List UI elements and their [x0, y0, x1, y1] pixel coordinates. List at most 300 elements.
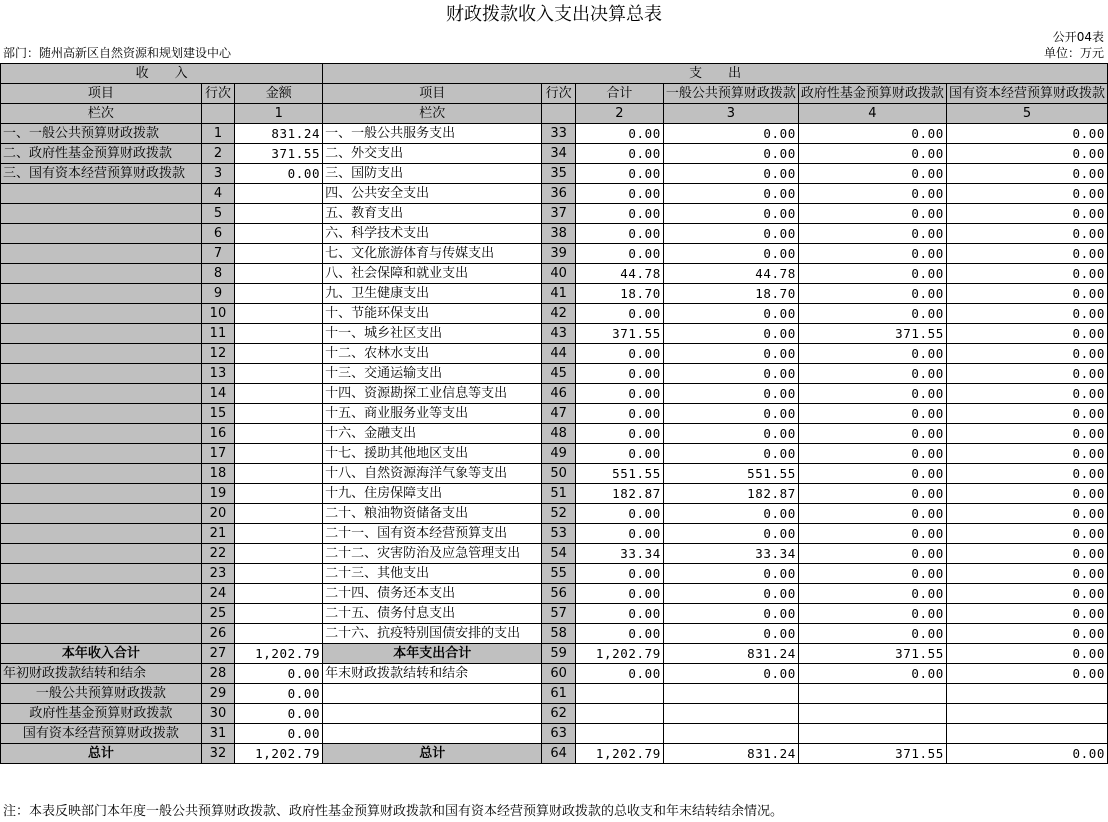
- expense-total-g[interactable]: 831.24: [663, 644, 798, 664]
- income-row-no-cell[interactable]: 22: [201, 544, 235, 564]
- income-row-no-cell[interactable]: 17: [201, 444, 235, 464]
- carry-income-amount[interactable]: 0.00: [235, 664, 323, 684]
- expense-item-cell[interactable]: 二十四、债务还本支出: [323, 584, 542, 604]
- income-amount-cell[interactable]: [235, 264, 323, 284]
- income-item-cell[interactable]: [1, 264, 202, 284]
- expense-item-cell[interactable]: 十三、交通运输支出: [323, 364, 542, 384]
- expense-gov-fund-cell[interactable]: 0.00: [798, 344, 946, 364]
- expense-row-no-cell[interactable]: 36: [542, 184, 576, 204]
- expense-row-no-cell[interactable]: 38: [542, 224, 576, 244]
- expense-total-cell[interactable]: 0.00: [575, 604, 663, 624]
- carry-income-amount[interactable]: 0.00: [235, 724, 323, 744]
- income-item-cell[interactable]: [1, 184, 202, 204]
- income-row-no-cell[interactable]: 11: [201, 324, 235, 344]
- income-amount-cell[interactable]: [235, 244, 323, 264]
- table-row: [1, 344, 1108, 364]
- expense-gov-fund-cell[interactable]: 0.00: [798, 604, 946, 624]
- income-row-no-cell[interactable]: 16: [201, 424, 235, 444]
- expense-total-cell[interactable]: 0.00: [575, 184, 663, 204]
- expense-state-capital-cell[interactable]: 0.00: [946, 224, 1107, 244]
- income-row-no-cell[interactable]: 13: [201, 364, 235, 384]
- expense-general-cell[interactable]: 0.00: [663, 184, 798, 204]
- expense-general-cell[interactable]: 0.00: [663, 204, 798, 224]
- expense-total-cell[interactable]: 18.70: [575, 284, 663, 304]
- expense-state-capital-cell[interactable]: 0.00: [946, 564, 1107, 584]
- expense-total-cell[interactable]: 371.55: [575, 324, 663, 344]
- income-amount-cell[interactable]: [235, 344, 323, 364]
- expense-gov-fund-cell[interactable]: 0.00: [798, 184, 946, 204]
- carry-expense-row-no[interactable]: 63: [542, 724, 576, 744]
- grand-total-income-row-no[interactable]: 32: [201, 744, 235, 764]
- carry-row: [1, 724, 1108, 744]
- grand-total-income-amount[interactable]: 1,202.79: [235, 744, 323, 764]
- expense-total-cell[interactable]: 0.00: [575, 384, 663, 404]
- expense-item-cell[interactable]: 十八、自然资源海洋气象等支出: [323, 464, 542, 484]
- carry-expense-row-no[interactable]: 61: [542, 684, 576, 704]
- income-amount-cell[interactable]: [235, 484, 323, 504]
- expense-row-no-cell[interactable]: 54: [542, 544, 576, 564]
- expense-general-cell[interactable]: 0.00: [663, 404, 798, 424]
- expense-state-capital-cell[interactable]: 0.00: [946, 384, 1107, 404]
- expense-item-cell[interactable]: 十六、金融支出: [323, 424, 542, 444]
- expense-general-cell[interactable]: 44.78: [663, 264, 798, 284]
- income-item-cell[interactable]: [1, 544, 202, 564]
- expense-general-cell[interactable]: 0.00: [663, 424, 798, 444]
- income-item-cell[interactable]: [1, 464, 202, 484]
- expense-gov-fund-cell[interactable]: 371.55: [798, 324, 946, 344]
- expense-state-capital-cell[interactable]: 0.00: [946, 304, 1107, 324]
- carry-expense-row-no[interactable]: 60: [542, 664, 576, 684]
- expense-gov-fund-cell[interactable]: 0.00: [798, 584, 946, 604]
- income-total-label[interactable]: 本年收入合计: [1, 644, 202, 664]
- income-item-cell[interactable]: 三、国有资本经营预算财政拨款: [1, 164, 202, 184]
- col-index-4: 4: [798, 104, 946, 124]
- expense-total-cell[interactable]: 0.00: [575, 244, 663, 264]
- expense-total-cell[interactable]: 0.00: [575, 344, 663, 364]
- income-item-cell[interactable]: [1, 224, 202, 244]
- income-amount-cell[interactable]: [235, 304, 323, 324]
- expense-gov-fund-cell[interactable]: 0.00: [798, 284, 946, 304]
- expense-gov-fund-cell[interactable]: 0.00: [798, 244, 946, 264]
- expense-total-cell[interactable]: 44.78: [575, 264, 663, 284]
- expense-general-cell[interactable]: 0.00: [663, 444, 798, 464]
- expense-gov-fund-cell[interactable]: 0.00: [798, 524, 946, 544]
- expense-general-cell[interactable]: 0.00: [663, 324, 798, 344]
- expense-item-cell[interactable]: 九、卫生健康支出: [323, 284, 542, 304]
- carry-expense-g[interactable]: 0.00: [663, 664, 798, 684]
- income-row-no-cell[interactable]: 24: [201, 584, 235, 604]
- expense-item-cell[interactable]: 三、国防支出: [323, 164, 542, 184]
- table-row: [1, 604, 1108, 624]
- expense-state-capital-cell[interactable]: 0.00: [946, 604, 1107, 624]
- grand-total-t[interactable]: 1,202.79: [575, 744, 663, 764]
- income-item-cell[interactable]: [1, 204, 202, 224]
- expense-general-cell[interactable]: 0.00: [663, 364, 798, 384]
- expense-row-no-cell[interactable]: 56: [542, 584, 576, 604]
- expense-general-cell[interactable]: 0.00: [663, 304, 798, 324]
- expense-item-cell[interactable]: 十二、农林水支出: [323, 344, 542, 364]
- carry-expense-s[interactable]: [946, 684, 1107, 704]
- expense-row-no-cell[interactable]: 41: [542, 284, 576, 304]
- carry-row: [1, 684, 1108, 704]
- expense-state-capital-cell[interactable]: 0.00: [946, 524, 1107, 544]
- income-row-no-cell[interactable]: 20: [201, 504, 235, 524]
- income-amount-cell[interactable]: [235, 424, 323, 444]
- expense-state-capital-cell[interactable]: 0.00: [946, 264, 1107, 284]
- income-amount-cell[interactable]: [235, 624, 323, 644]
- income-amount-cell[interactable]: [235, 564, 323, 584]
- expense-row-no-cell[interactable]: 57: [542, 604, 576, 624]
- expense-state-capital-cell[interactable]: 0.00: [946, 584, 1107, 604]
- expense-total-cell[interactable]: 0.00: [575, 124, 663, 144]
- expense-gov-fund-cell[interactable]: 0.00: [798, 444, 946, 464]
- income-amount-cell[interactable]: [235, 544, 323, 564]
- expense-total-cell[interactable]: 0.00: [575, 564, 663, 584]
- expense-item-cell[interactable]: 十一、城乡社区支出: [323, 324, 542, 344]
- carry-expense-g[interactable]: [663, 684, 798, 704]
- expense-item-cell[interactable]: 十九、住房保障支出: [323, 484, 542, 504]
- income-item-cell[interactable]: [1, 424, 202, 444]
- expense-row-no-cell[interactable]: 43: [542, 324, 576, 344]
- table-row: [1, 204, 1108, 224]
- income-amount-cell[interactable]: [235, 324, 323, 344]
- income-row-no-cell[interactable]: 8: [201, 264, 235, 284]
- income-row-no-cell[interactable]: 23: [201, 564, 235, 584]
- col-index-2: 2: [575, 104, 663, 124]
- income-amount-cell[interactable]: [235, 204, 323, 224]
- expense-general-cell[interactable]: 0.00: [663, 524, 798, 544]
- grand-total-s[interactable]: 0.00: [946, 744, 1107, 764]
- income-item-cell[interactable]: [1, 324, 202, 344]
- expense-general-cell[interactable]: 0.00: [663, 604, 798, 624]
- expense-gov-fund-cell[interactable]: 0.00: [798, 624, 946, 644]
- grand-total-expense-label[interactable]: 总计: [323, 744, 542, 764]
- expense-row-no-cell[interactable]: 51: [542, 484, 576, 504]
- expense-row-no-cell[interactable]: 42: [542, 304, 576, 324]
- income-row-no-cell[interactable]: 5: [201, 204, 235, 224]
- expense-total-cell[interactable]: 0.00: [575, 524, 663, 544]
- income-amount-cell[interactable]: [235, 364, 323, 384]
- expense-gov-fund-cell[interactable]: 0.00: [798, 304, 946, 324]
- carry-expense-t[interactable]: [575, 684, 663, 704]
- expense-row-no-cell[interactable]: 37: [542, 204, 576, 224]
- expense-row-no-cell[interactable]: 52: [542, 504, 576, 524]
- income-row-no-cell[interactable]: 19: [201, 484, 235, 504]
- income-item-cell[interactable]: [1, 304, 202, 324]
- income-total-row-no[interactable]: 27: [201, 644, 235, 664]
- expense-item-cell[interactable]: 七、文化旅游体育与传媒支出: [323, 244, 542, 264]
- expense-item-cell[interactable]: 四、公共安全支出: [323, 184, 542, 204]
- expense-state-capital-cell[interactable]: 0.00: [946, 624, 1107, 644]
- income-item-cell[interactable]: [1, 564, 202, 584]
- expense-row-no-cell[interactable]: 39: [542, 244, 576, 264]
- expense-row-no-cell[interactable]: 35: [542, 164, 576, 184]
- expense-general-cell[interactable]: 0.00: [663, 504, 798, 524]
- expense-item-cell[interactable]: 二十一、国有资本经营预算支出: [323, 524, 542, 544]
- expense-row-no-cell[interactable]: 49: [542, 444, 576, 464]
- income-row-no-cell[interactable]: 14: [201, 384, 235, 404]
- expense-general-cell[interactable]: 182.87: [663, 484, 798, 504]
- expense-total-cell[interactable]: 0.00: [575, 364, 663, 384]
- expense-total-cell[interactable]: 0.00: [575, 424, 663, 444]
- income-item-cell[interactable]: [1, 284, 202, 304]
- expense-state-capital-cell[interactable]: 0.00: [946, 424, 1107, 444]
- expense-state-capital-cell[interactable]: 0.00: [946, 164, 1107, 184]
- income-item-cell[interactable]: [1, 524, 202, 544]
- expense-state-capital-cell[interactable]: 0.00: [946, 404, 1107, 424]
- expense-row-no-cell[interactable]: 53: [542, 524, 576, 544]
- expense-general-cell[interactable]: 0.00: [663, 224, 798, 244]
- carry-expense-s[interactable]: [946, 704, 1107, 724]
- income-item-cell[interactable]: [1, 504, 202, 524]
- carry-expense-s[interactable]: [946, 724, 1107, 744]
- expense-state-capital-cell[interactable]: 0.00: [946, 184, 1107, 204]
- income-amount-cell[interactable]: [235, 584, 323, 604]
- income-amount-cell[interactable]: [235, 604, 323, 624]
- carry-income-item[interactable]: 政府性基金预算财政拨款: [1, 704, 202, 724]
- expense-gov-fund-cell[interactable]: 0.00: [798, 364, 946, 384]
- income-amount-cell[interactable]: [235, 404, 323, 424]
- income-row-no-cell[interactable]: 6: [201, 224, 235, 244]
- income-item-cell[interactable]: [1, 444, 202, 464]
- income-total-amount[interactable]: 1,202.79: [235, 644, 323, 664]
- expense-row-no-cell[interactable]: 45: [542, 364, 576, 384]
- expense-gov-fund-cell[interactable]: 0.00: [798, 564, 946, 584]
- expense-item-cell[interactable]: 十、节能环保支出: [323, 304, 542, 324]
- carry-expense-f[interactable]: 0.00: [798, 664, 946, 684]
- expense-total-cell[interactable]: 0.00: [575, 304, 663, 324]
- carry-expense-s[interactable]: 0.00: [946, 664, 1107, 684]
- expense-general-cell[interactable]: 0.00: [663, 344, 798, 364]
- carry-expense-item[interactable]: [323, 704, 542, 724]
- expense-gov-fund-cell[interactable]: 0.00: [798, 164, 946, 184]
- expense-item-cell[interactable]: 六、科学技术支出: [323, 224, 542, 244]
- expense-item-cell[interactable]: 二、外交支出: [323, 144, 542, 164]
- income-amount-cell[interactable]: 371.55: [235, 144, 323, 164]
- expense-gov-fund-cell[interactable]: 0.00: [798, 484, 946, 504]
- carry-income-row-no[interactable]: 29: [201, 684, 235, 704]
- income-amount-cell[interactable]: [235, 504, 323, 524]
- carry-expense-f[interactable]: [798, 684, 946, 704]
- expense-gov-fund-cell[interactable]: 0.00: [798, 204, 946, 224]
- expense-item-cell[interactable]: 二十六、抗疫特别国债安排的支出: [323, 624, 542, 644]
- carry-expense-item[interactable]: [323, 724, 542, 744]
- header-state-capital: 国有资本经营预算财政拨款: [946, 84, 1107, 104]
- expense-row-no-cell[interactable]: 34: [542, 144, 576, 164]
- grand-total-f[interactable]: 371.55: [798, 744, 946, 764]
- grand-total-expense-row-no[interactable]: 64: [542, 744, 576, 764]
- expense-total-s[interactable]: 0.00: [946, 644, 1107, 664]
- income-item-cell[interactable]: 一、一般公共预算财政拨款: [1, 124, 202, 144]
- expense-total-cell[interactable]: 551.55: [575, 464, 663, 484]
- income-item-cell[interactable]: [1, 624, 202, 644]
- expense-total-f[interactable]: 371.55: [798, 644, 946, 664]
- expense-gov-fund-cell[interactable]: 0.00: [798, 464, 946, 484]
- carry-income-item[interactable]: 国有资本经营预算财政拨款: [1, 724, 202, 744]
- expense-gov-fund-cell[interactable]: 0.00: [798, 544, 946, 564]
- expense-row-no-cell[interactable]: 40: [542, 264, 576, 284]
- expense-row-no-cell[interactable]: 47: [542, 404, 576, 424]
- income-row-no-cell[interactable]: 10: [201, 304, 235, 324]
- carry-income-row-no[interactable]: 31: [201, 724, 235, 744]
- income-row-no-cell[interactable]: 26: [201, 624, 235, 644]
- carry-expense-t[interactable]: [575, 704, 663, 724]
- income-item-cell[interactable]: [1, 404, 202, 424]
- carry-expense-f[interactable]: [798, 704, 946, 724]
- income-amount-cell[interactable]: [235, 444, 323, 464]
- expense-total-cell[interactable]: 0.00: [575, 624, 663, 644]
- income-amount-cell[interactable]: 831.24: [235, 124, 323, 144]
- expense-item-cell[interactable]: 十五、商业服务业等支出: [323, 404, 542, 424]
- income-row-no-cell[interactable]: 7: [201, 244, 235, 264]
- income-amount-cell[interactable]: 0.00: [235, 164, 323, 184]
- expense-general-cell[interactable]: 0.00: [663, 384, 798, 404]
- expense-general-cell[interactable]: 0.00: [663, 244, 798, 264]
- income-row-no-cell[interactable]: 15: [201, 404, 235, 424]
- expense-state-capital-cell[interactable]: 0.00: [946, 124, 1107, 144]
- expense-item-cell[interactable]: 二十、粮油物资储备支出: [323, 504, 542, 524]
- income-amount-cell[interactable]: [235, 464, 323, 484]
- income-item-cell[interactable]: [1, 484, 202, 504]
- expense-total-cell[interactable]: 0.00: [575, 584, 663, 604]
- carry-expense-item[interactable]: [323, 684, 542, 704]
- expense-row-no-cell[interactable]: 55: [542, 564, 576, 584]
- income-row-no-cell[interactable]: 3: [201, 164, 235, 184]
- income-row-no-cell[interactable]: 21: [201, 524, 235, 544]
- expense-item-cell[interactable]: 二十五、债务付息支出: [323, 604, 542, 624]
- expense-state-capital-cell[interactable]: 0.00: [946, 324, 1107, 344]
- expense-state-capital-cell[interactable]: 0.00: [946, 284, 1107, 304]
- carry-income-amount[interactable]: 0.00: [235, 704, 323, 724]
- expense-item-cell[interactable]: 八、社会保障和就业支出: [323, 264, 542, 284]
- expense-gov-fund-cell[interactable]: 0.00: [798, 144, 946, 164]
- expense-gov-fund-cell[interactable]: 0.00: [798, 404, 946, 424]
- expense-general-cell[interactable]: 0.00: [663, 124, 798, 144]
- income-row-no-cell[interactable]: 18: [201, 464, 235, 484]
- expense-gov-fund-cell[interactable]: 0.00: [798, 224, 946, 244]
- expense-gov-fund-cell[interactable]: 0.00: [798, 384, 946, 404]
- income-row-no-cell[interactable]: 25: [201, 604, 235, 624]
- income-item-cell[interactable]: [1, 604, 202, 624]
- expense-general-cell[interactable]: 0.00: [663, 624, 798, 644]
- expense-state-capital-cell[interactable]: 0.00: [946, 464, 1107, 484]
- expense-gov-fund-cell[interactable]: 0.00: [798, 264, 946, 284]
- income-item-cell[interactable]: 二、政府性基金预算财政拨款: [1, 144, 202, 164]
- carry-expense-t[interactable]: [575, 724, 663, 744]
- expense-total-cell[interactable]: 0.00: [575, 144, 663, 164]
- income-item-cell[interactable]: [1, 344, 202, 364]
- header-gov-fund: 政府性基金预算财政拨款: [798, 84, 946, 104]
- carry-income-row-no[interactable]: 30: [201, 704, 235, 724]
- expense-state-capital-cell[interactable]: 0.00: [946, 344, 1107, 364]
- income-item-cell[interactable]: [1, 244, 202, 264]
- income-amount-cell[interactable]: [235, 184, 323, 204]
- expense-general-cell[interactable]: 0.00: [663, 164, 798, 184]
- expense-total-t[interactable]: 1,202.79: [575, 644, 663, 664]
- expense-general-cell[interactable]: 0.00: [663, 564, 798, 584]
- expense-item-cell[interactable]: 二十二、灾害防治及应急管理支出: [323, 544, 542, 564]
- carry-expense-g[interactable]: [663, 704, 798, 724]
- grand-total-income-label[interactable]: 总计: [1, 744, 202, 764]
- expense-total-row-no[interactable]: 59: [542, 644, 576, 664]
- carry-income-amount[interactable]: 0.00: [235, 684, 323, 704]
- expense-general-cell[interactable]: 0.00: [663, 584, 798, 604]
- carry-income-row-no[interactable]: 28: [201, 664, 235, 684]
- expense-total-cell[interactable]: 182.87: [575, 484, 663, 504]
- expense-state-capital-cell[interactable]: 0.00: [946, 544, 1107, 564]
- carry-expense-f[interactable]: [798, 724, 946, 744]
- income-row-no-cell[interactable]: 9: [201, 284, 235, 304]
- expense-gov-fund-cell[interactable]: 0.00: [798, 124, 946, 144]
- expense-state-capital-cell[interactable]: 0.00: [946, 244, 1107, 264]
- expense-general-cell[interactable]: 551.55: [663, 464, 798, 484]
- income-amount-cell[interactable]: [235, 524, 323, 544]
- income-row-no-cell[interactable]: 1: [201, 124, 235, 144]
- grand-total-g[interactable]: 831.24: [663, 744, 798, 764]
- expense-total-cell[interactable]: 0.00: [575, 164, 663, 184]
- department-label: 部门：随州高新区自然资源和规划建设中心: [3, 46, 232, 60]
- expense-state-capital-cell[interactable]: 0.00: [946, 204, 1107, 224]
- expense-row-no-cell[interactable]: 46: [542, 384, 576, 404]
- income-row-no-cell[interactable]: 2: [201, 144, 235, 164]
- expense-gov-fund-cell[interactable]: 0.00: [798, 504, 946, 524]
- expense-total-cell[interactable]: 0.00: [575, 204, 663, 224]
- income-item-cell[interactable]: [1, 364, 202, 384]
- expense-state-capital-cell[interactable]: 0.00: [946, 504, 1107, 524]
- expense-general-cell[interactable]: 0.00: [663, 144, 798, 164]
- expense-general-cell[interactable]: 18.70: [663, 284, 798, 304]
- expense-gov-fund-cell[interactable]: 0.00: [798, 424, 946, 444]
- expense-row-no-cell[interactable]: 58: [542, 624, 576, 644]
- expense-state-capital-cell[interactable]: 0.00: [946, 444, 1107, 464]
- carry-income-item[interactable]: 一般公共预算财政拨款: [1, 684, 202, 704]
- expense-state-capital-cell[interactable]: 0.00: [946, 484, 1107, 504]
- income-row-no-cell[interactable]: 12: [201, 344, 235, 364]
- expense-item-cell[interactable]: 一、一般公共服务支出: [323, 124, 542, 144]
- income-row-no-cell[interactable]: 4: [201, 184, 235, 204]
- expense-total-cell[interactable]: 33.34: [575, 544, 663, 564]
- expense-total-cell[interactable]: 0.00: [575, 504, 663, 524]
- income-item-cell[interactable]: [1, 584, 202, 604]
- carry-expense-row-no[interactable]: 62: [542, 704, 576, 724]
- expense-state-capital-cell[interactable]: 0.00: [946, 364, 1107, 384]
- expense-total-cell[interactable]: 0.00: [575, 404, 663, 424]
- expense-item-cell[interactable]: 十四、资源勘探工业信息等支出: [323, 384, 542, 404]
- income-amount-cell[interactable]: [235, 284, 323, 304]
- expense-general-cell[interactable]: 33.34: [663, 544, 798, 564]
- income-amount-cell[interactable]: [235, 224, 323, 244]
- expense-row-no-cell[interactable]: 44: [542, 344, 576, 364]
- expense-row-no-cell[interactable]: 33: [542, 124, 576, 144]
- expense-state-capital-cell[interactable]: 0.00: [946, 144, 1107, 164]
- carry-expense-g[interactable]: [663, 724, 798, 744]
- carry-expense-item[interactable]: 年末财政拨款结转和结余: [323, 664, 542, 684]
- expense-item-cell[interactable]: 十七、援助其他地区支出: [323, 444, 542, 464]
- income-item-cell[interactable]: [1, 384, 202, 404]
- table-row: [1, 124, 1108, 144]
- expense-total-cell[interactable]: 0.00: [575, 444, 663, 464]
- carry-income-item[interactable]: 年初财政拨款结转和结余: [1, 664, 202, 684]
- carry-expense-t[interactable]: 0.00: [575, 664, 663, 684]
- expense-row-no-cell[interactable]: 50: [542, 464, 576, 484]
- expense-item-cell[interactable]: 二十三、其他支出: [323, 564, 542, 584]
- expense-item-cell[interactable]: 五、教育支出: [323, 204, 542, 224]
- expense-total-label[interactable]: 本年支出合计: [323, 644, 542, 664]
- expense-total-cell[interactable]: 0.00: [575, 224, 663, 244]
- income-amount-cell[interactable]: [235, 384, 323, 404]
- expense-row-no-cell[interactable]: 48: [542, 424, 576, 444]
- section-header-row: [1, 64, 1108, 84]
